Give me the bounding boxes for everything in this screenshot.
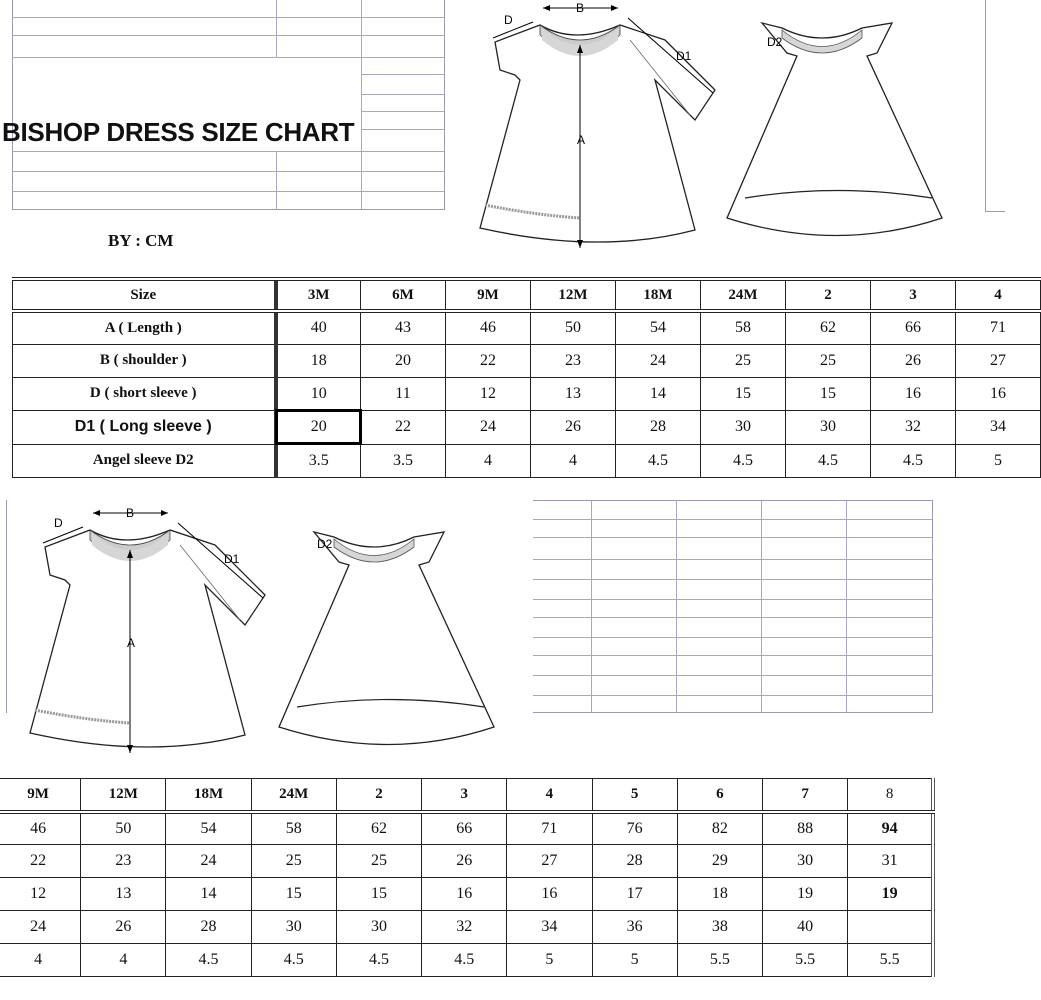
table-cell: 18 — [677, 878, 762, 911]
table-cell: 20 — [361, 344, 446, 377]
header-cell: 7 — [762, 779, 847, 812]
table-cell: 4 — [0, 944, 81, 977]
page-title: BISHOP DRESS SIZE CHART — [2, 117, 355, 147]
header-cell: 6 — [677, 779, 762, 812]
table-cell: 54 — [616, 311, 701, 344]
background-grid-edge-left — [0, 500, 7, 713]
table-cell: 26 — [531, 410, 616, 444]
table-cell: 54 — [166, 812, 251, 845]
table-cell: 4.5 — [166, 944, 251, 977]
table-cell: 62 — [336, 812, 421, 845]
table-cell: 4.5 — [701, 444, 786, 477]
header-cell: 2 — [336, 779, 421, 812]
label-d1: D1 — [676, 49, 692, 63]
size-table-top — [12, 277, 1041, 478]
table-cell: 76 — [592, 812, 677, 845]
table-cell: 34 — [507, 911, 592, 944]
table-cell: 66 — [422, 812, 507, 845]
table-cell: 24 — [616, 344, 701, 377]
table-cell: 27 — [956, 344, 1041, 377]
table-cell: 27 — [507, 845, 592, 878]
table-cell: 28 — [616, 410, 701, 444]
table-row — [0, 812, 933, 845]
table-cell: 23 — [81, 845, 166, 878]
long-sleeve-dress-diagram — [478, 0, 728, 255]
header-cell: 12M — [81, 779, 166, 812]
table-cell: 14 — [166, 878, 251, 911]
table-cell: 15 — [336, 878, 421, 911]
header-cell: 2 — [786, 279, 871, 311]
table-cell: 34 — [956, 410, 1041, 444]
table-cell: 14 — [616, 377, 701, 410]
table-cell: 25 — [336, 845, 421, 878]
table-cell: 5.5 — [848, 944, 933, 977]
table-row — [0, 845, 933, 878]
table-cell: 32 — [871, 410, 956, 444]
table-cell: 43 — [361, 311, 446, 344]
table-cell: 40 — [276, 311, 361, 344]
table-row — [13, 344, 1041, 377]
table-cell: 15 — [701, 377, 786, 410]
row-label: B ( shoulder ) — [13, 344, 276, 377]
table-cell: 4.5 — [786, 444, 871, 477]
table-cell: 30 — [336, 911, 421, 944]
table-cell: 13 — [531, 377, 616, 410]
label-b: B — [126, 506, 135, 520]
background-grid-edge-right — [985, 0, 1005, 212]
table-cell: 4.5 — [251, 944, 336, 977]
table-cell: 22 — [0, 845, 81, 878]
header-cell: 18M — [166, 779, 251, 812]
table-cell: 82 — [677, 812, 762, 845]
row-label: D ( short sleeve ) — [13, 377, 276, 410]
table-cell: 28 — [166, 911, 251, 944]
header-cell: 3 — [422, 779, 507, 812]
table-cell: 10 — [276, 377, 361, 410]
header-cell: 9M — [446, 279, 531, 311]
table-cell: 16 — [956, 377, 1041, 410]
table-cell: 50 — [531, 311, 616, 344]
label-d2: D2 — [317, 537, 333, 551]
table-cell: 46 — [446, 311, 531, 344]
long-sleeve-dress-diagram-bottom — [28, 505, 278, 760]
header-cell: 5 — [592, 779, 677, 812]
table-cell: 19 — [848, 878, 933, 911]
label-d: D — [54, 516, 63, 530]
table-cell: 30 — [762, 845, 847, 878]
label-d: D — [504, 13, 513, 27]
table-cell: 58 — [251, 812, 336, 845]
table-cell: 17 — [592, 878, 677, 911]
table-cell: 25 — [701, 344, 786, 377]
table-cell: 62 — [786, 311, 871, 344]
table-cell: 26 — [871, 344, 956, 377]
table-cell: 71 — [507, 812, 592, 845]
table-header-row — [13, 279, 1041, 311]
table-header-row — [0, 779, 933, 812]
table-cell: 3.5 — [361, 444, 446, 477]
table-cell: 4.5 — [336, 944, 421, 977]
unit-label: BY : CM — [108, 231, 174, 250]
header-cell: 12M — [531, 279, 616, 311]
table-cell: 18 — [276, 344, 361, 377]
table-cell: 16 — [507, 878, 592, 911]
table-cell: 19 — [762, 878, 847, 911]
table-cell: 94 — [848, 812, 933, 845]
table-cell: 22 — [446, 344, 531, 377]
table-cell: 5 — [507, 944, 592, 977]
table-row — [13, 377, 1041, 410]
header-cell: 4 — [956, 279, 1041, 311]
header-cell: 24M — [701, 279, 786, 311]
table-cell: 40 — [762, 911, 847, 944]
table-cell: 66 — [871, 311, 956, 344]
label-d2: D2 — [767, 35, 783, 49]
table-row — [13, 410, 1041, 444]
table-cell: 3.5 — [276, 444, 361, 477]
table-cell: 71 — [956, 311, 1041, 344]
table-cell: 4.5 — [871, 444, 956, 477]
label-a: A — [577, 133, 586, 147]
table-cell: 50 — [81, 812, 166, 845]
table-cell: 31 — [848, 845, 933, 878]
table-cell: 29 — [677, 845, 762, 878]
background-grid-middle-right — [533, 500, 933, 713]
table-row — [13, 311, 1041, 344]
table-cell: 23 — [531, 344, 616, 377]
header-cell: 3M — [276, 279, 361, 311]
angel-sleeve-dress-diagram — [725, 8, 975, 258]
table-row — [0, 911, 933, 944]
row-label: Angel sleeve D2 — [13, 444, 276, 477]
table-cell: 4 — [81, 944, 166, 977]
table-cell: 4.5 — [616, 444, 701, 477]
table-row — [0, 878, 933, 911]
table-cell: 12 — [0, 878, 81, 911]
table-cell: 15 — [786, 377, 871, 410]
label-d1: D1 — [224, 552, 240, 566]
header-cell: 8 — [848, 779, 933, 812]
table-cell: 46 — [0, 812, 81, 845]
table-cell: 5.5 — [677, 944, 762, 977]
header-cell: 24M — [251, 779, 336, 812]
table-cell: 26 — [422, 845, 507, 878]
table-cell: 24 — [0, 911, 81, 944]
table-cell: 13 — [81, 878, 166, 911]
table-cell: 24 — [166, 845, 251, 878]
table-cell: 28 — [592, 845, 677, 878]
table-cell: 20 — [276, 410, 361, 444]
table-cell: 4.5 — [422, 944, 507, 977]
label-b: B — [576, 1, 585, 15]
table-cell: 15 — [251, 878, 336, 911]
row-label: D1 ( Long sleeve ) — [13, 410, 276, 444]
table-cell: 25 — [251, 845, 336, 878]
table-cell: 32 — [422, 911, 507, 944]
table-cell: 12 — [446, 377, 531, 410]
table-cell: 4 — [531, 444, 616, 477]
label-a: A — [127, 636, 136, 650]
header-cell: 18M — [616, 279, 701, 311]
table-cell: 58 — [701, 311, 786, 344]
background-grid-top-left — [12, 0, 445, 210]
angel-sleeve-dress-diagram-bottom — [277, 517, 527, 767]
table-cell: 30 — [701, 410, 786, 444]
table-cell: 30 — [786, 410, 871, 444]
header-cell: 4 — [507, 779, 592, 812]
table-cell — [848, 911, 933, 944]
table-row — [13, 444, 1041, 477]
table-cell: 30 — [251, 911, 336, 944]
size-table-bottom — [0, 778, 935, 977]
table-cell: 5 — [592, 944, 677, 977]
table-cell: 36 — [592, 911, 677, 944]
table-cell: 4 — [446, 444, 531, 477]
table-cell: 24 — [446, 410, 531, 444]
header-size: Size — [13, 279, 276, 311]
header-cell: 3 — [871, 279, 956, 311]
header-cell: 6M — [361, 279, 446, 311]
table-cell: 22 — [361, 410, 446, 444]
header-cell: 9M — [0, 779, 81, 812]
table-cell: 16 — [871, 377, 956, 410]
table-cell: 38 — [677, 911, 762, 944]
table-cell: 25 — [786, 344, 871, 377]
table-cell: 26 — [81, 911, 166, 944]
table-cell: 11 — [361, 377, 446, 410]
table-row — [0, 944, 933, 977]
table-cell: 88 — [762, 812, 847, 845]
table-cell: 5 — [956, 444, 1041, 477]
row-label: A ( Length ) — [13, 311, 276, 344]
table-cell: 5.5 — [762, 944, 847, 977]
table-cell: 16 — [422, 878, 507, 911]
